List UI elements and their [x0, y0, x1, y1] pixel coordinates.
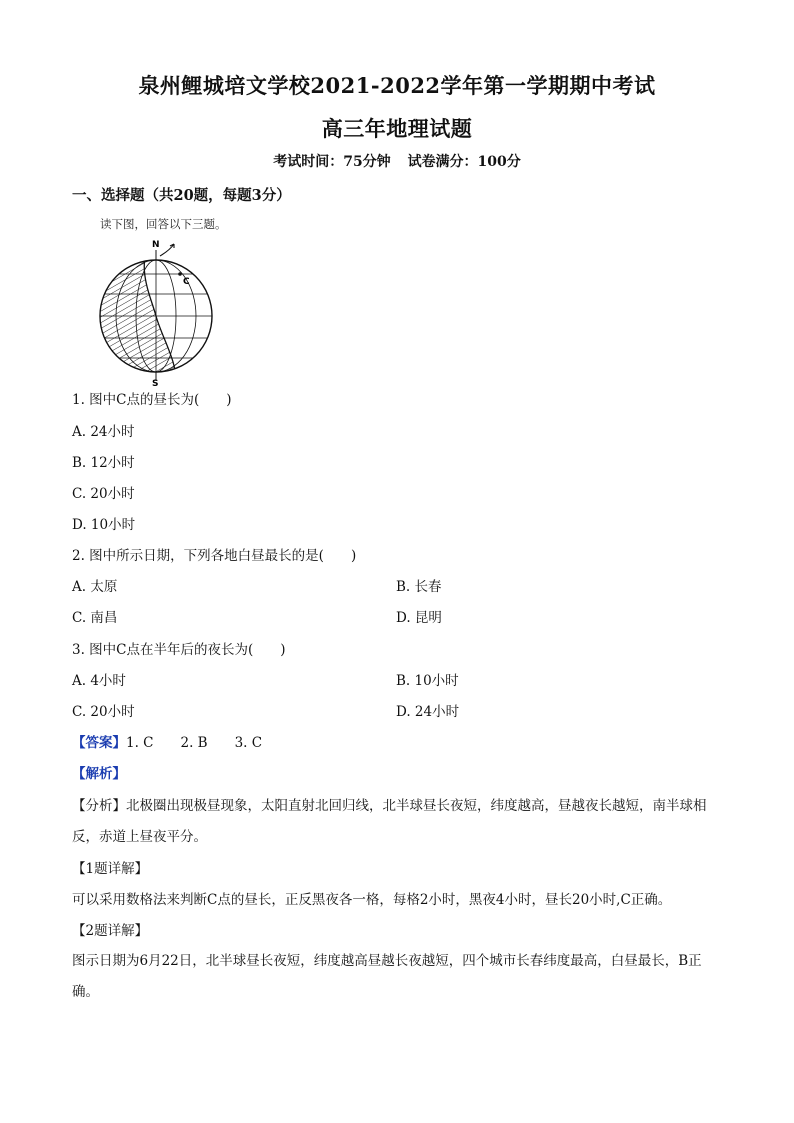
q2-option-b: B. 长春 [396, 579, 442, 595]
q1-option-d: D. 10小时 [72, 517, 136, 533]
exam-meta [0, 151, 794, 171]
fenxi-text: 北极圈出现极昼现象，太阳直射北回归线，北半球昼长夜短，纬度越高，昼越夜长越短，南半球相反，赤道上昼夜平分。 [72, 798, 707, 845]
answer-text: 1. C 2. B 3. C [126, 735, 263, 751]
q1-option-a: A. 24小时 [72, 424, 135, 440]
fenxi-paragraph [72, 791, 722, 853]
figure-intro: 读下图，回答以下三题。 [100, 217, 227, 231]
section-heading: 一、选择题（共20题，每题3分） [72, 187, 291, 204]
exam-subtitle: 高三年地理试题 [321, 116, 473, 141]
globe-figure [94, 234, 218, 386]
exam-time: 考试时间：75分钟 [273, 154, 391, 170]
detail-2-tag: 【2题详解】 [72, 923, 149, 939]
south-label: S [152, 379, 159, 386]
point-c-label: C [183, 277, 190, 287]
analysis-tag: 【解析】 [72, 766, 126, 782]
detail-2-text: 图示日期为6月22日，北半球昼长夜短，纬度越高昼越长夜越短，四个城市长春纬度最高，白昼最长，B正确。 [72, 953, 702, 1000]
exam-title: 泉州鲤城培文学校2021-2022学年第一学期期中考试 [138, 73, 656, 98]
question-2-stem: 2. 图中所示日期，下列各地白昼最长的是( ) [72, 548, 357, 564]
q2-option-d: D. 昆明 [396, 610, 442, 626]
detail-1-tag: 【1题详解】 [72, 861, 149, 877]
q3-option-d: D. 24小时 [396, 704, 460, 720]
full-score: 试卷满分：100分 [407, 154, 521, 170]
answer-tag: 【答案】 [72, 735, 126, 751]
answer-line [72, 734, 262, 752]
analysis-line [72, 765, 126, 783]
q1-option-c: C. 20小时 [72, 486, 135, 502]
q3-option-c: C. 20小时 [72, 704, 135, 720]
q1-option-b: B. 12小时 [72, 455, 135, 471]
north-label: N [152, 240, 160, 250]
question-3-stem: 3. 图中C点在半年后的夜长为( ) [72, 642, 286, 658]
q2-option-c: C. 南昌 [72, 610, 118, 626]
detail-1-text: 可以采用数格法来判断C点的昼长，正反黑夜各一格，每格2小时，黑夜4小时，昼长20小时,C正确。 [72, 892, 672, 908]
night-region [94, 234, 176, 386]
q3-option-a: A. 4小时 [72, 673, 126, 689]
q2-option-a: A. 太原 [72, 579, 118, 595]
q3-option-b: B. 10小时 [396, 673, 459, 689]
fenxi-tag: 【分析】 [72, 798, 126, 814]
question-1-stem: 1. 图中C点的昼长为( ) [72, 392, 232, 408]
